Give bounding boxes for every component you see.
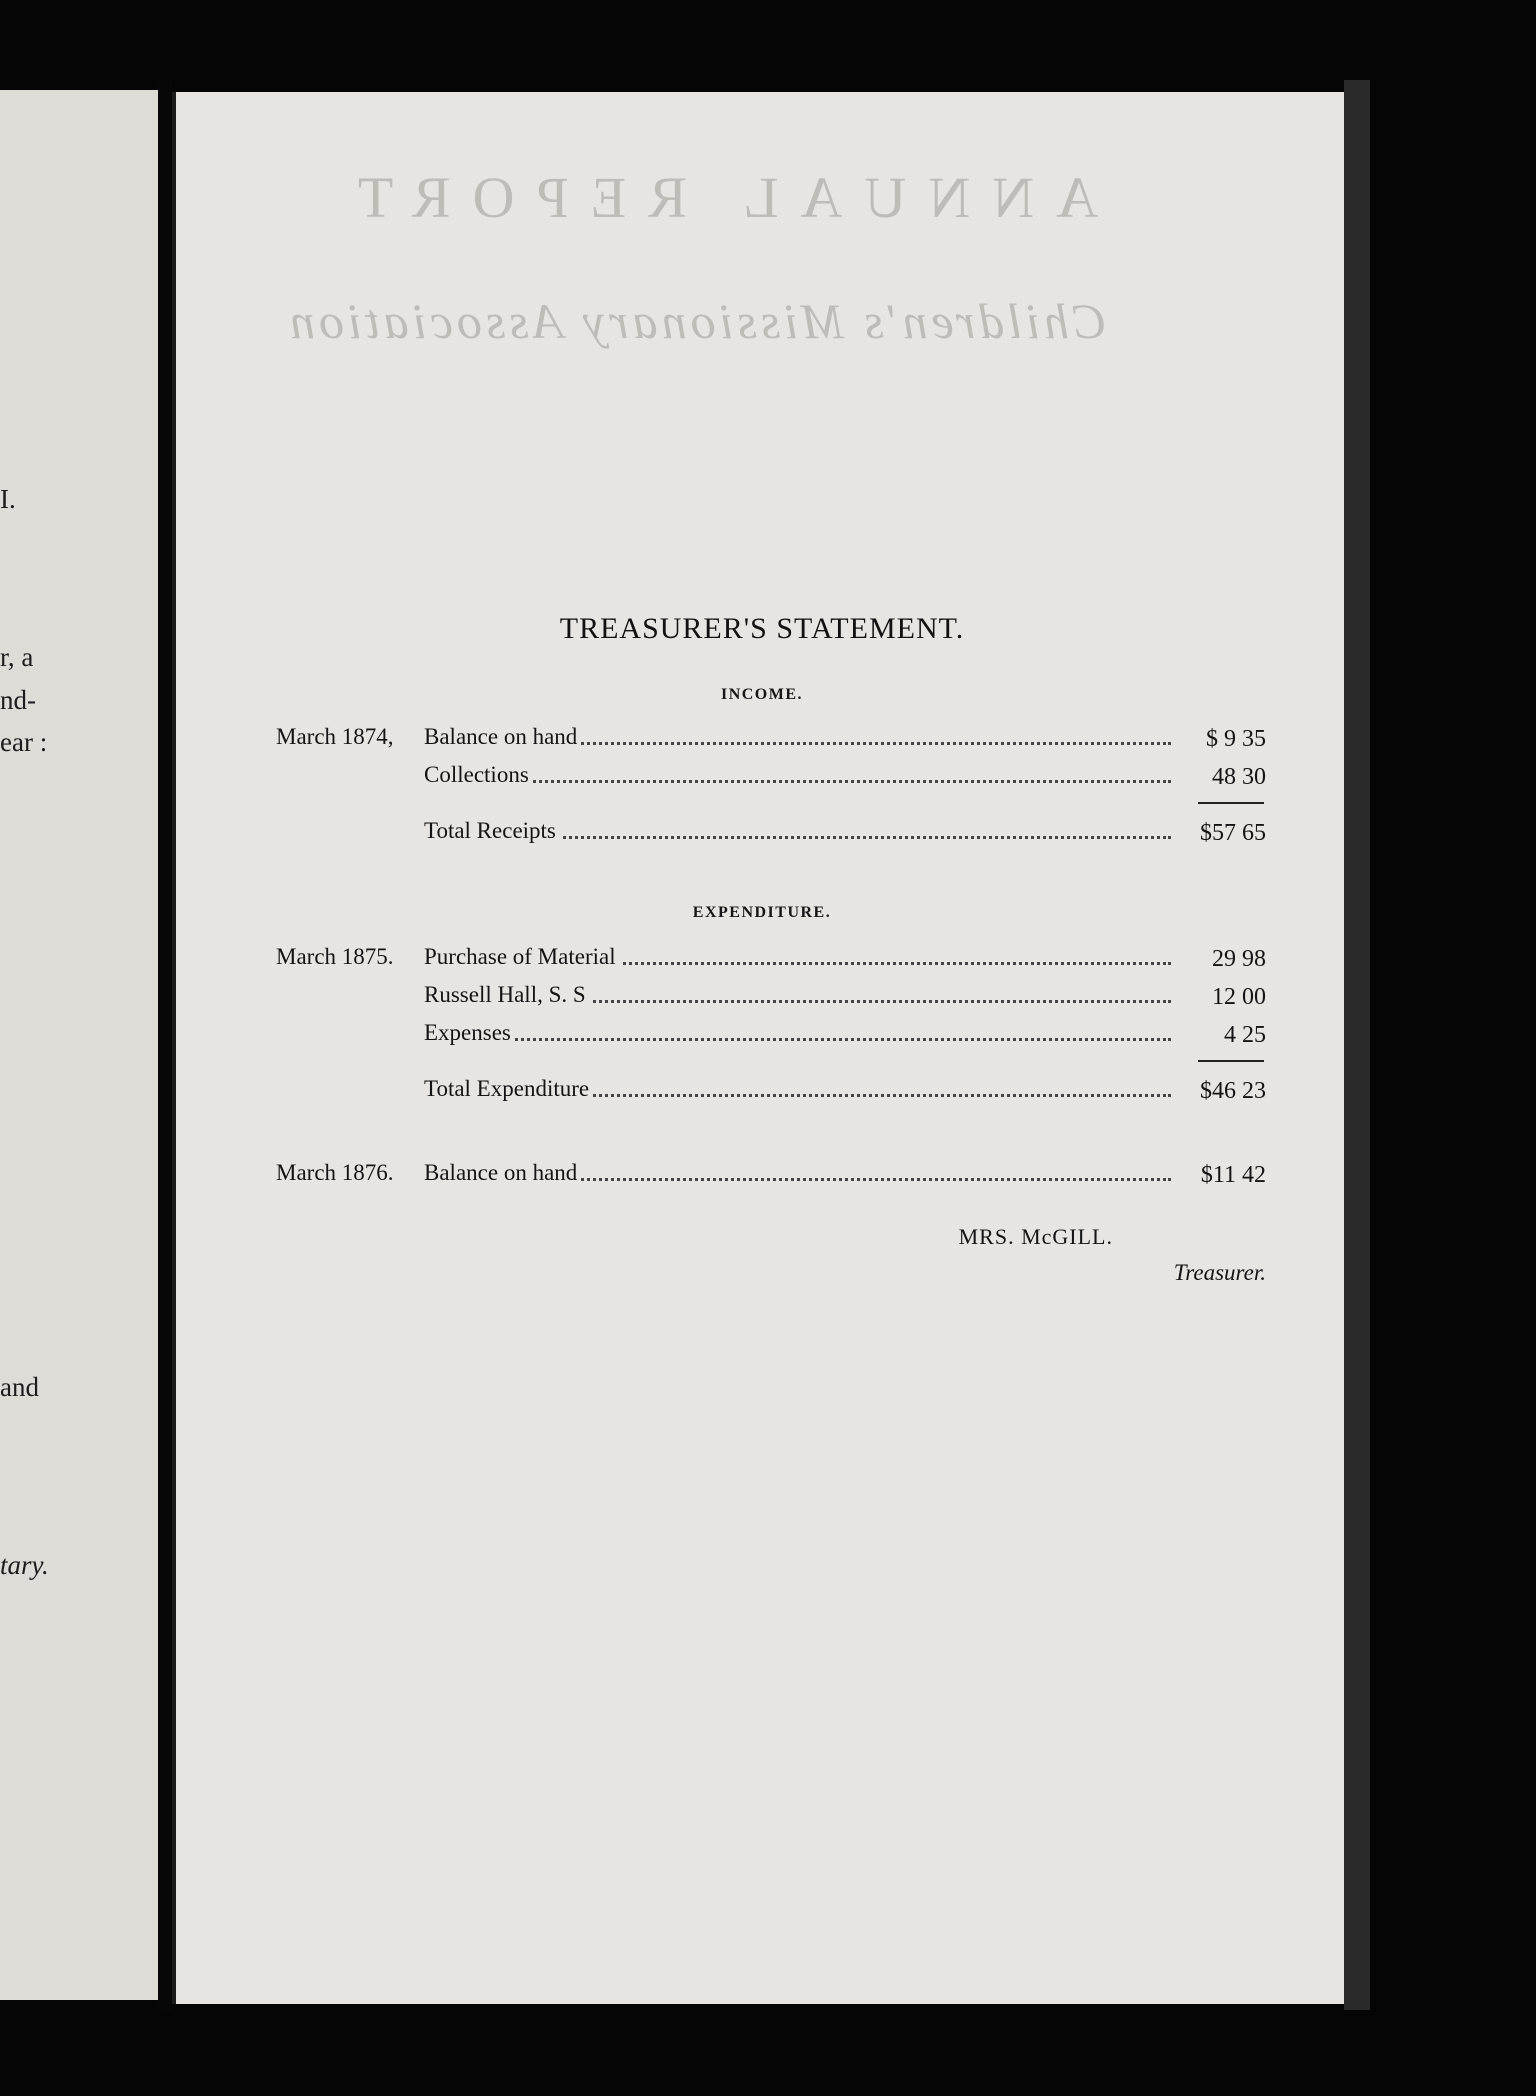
row-description: Expenses <box>424 1020 515 1046</box>
left-page-fragment: r, a <box>0 642 34 672</box>
row-date: March 1876. <box>276 1160 394 1185</box>
row-description: Purchase of Material <box>424 944 620 970</box>
left-page-fragment: and <box>0 1372 39 1402</box>
page-edge <box>1344 80 1370 2010</box>
left-page-fragment: I. <box>0 484 16 514</box>
row-description: Total Receipts <box>424 818 560 844</box>
ledger-row <box>276 724 1266 758</box>
page-gutter <box>158 80 172 2010</box>
income-heading: INCOME. <box>720 686 804 703</box>
row-description: Collections <box>424 762 533 788</box>
ledger-row <box>276 1020 1266 1054</box>
treasurer-title: Treasurer. <box>1173 1260 1266 1285</box>
row-description: Balance on hand <box>424 1160 581 1186</box>
row-description: Russell Hall, S. S <box>424 982 590 1008</box>
statement-title: TREASURER'S STATEMENT. <box>559 612 965 645</box>
sum-rule <box>1198 802 1264 804</box>
leader-dots <box>426 1038 1171 1041</box>
left-page-fragment: ear : <box>0 727 48 757</box>
total-expenditure-row <box>276 1076 1266 1110</box>
row-amount: 4 25 <box>1224 1022 1266 1048</box>
row-description: Balance on hand <box>424 724 581 750</box>
ledger-row <box>276 762 1266 796</box>
sum-rule <box>1198 1060 1264 1062</box>
left-page-fragment: nd- <box>0 685 36 715</box>
row-amount: $11 42 <box>1200 1162 1266 1188</box>
document-page <box>172 92 1348 2004</box>
row-description: Total Expenditure <box>424 1076 593 1102</box>
total-receipts-row <box>276 818 1266 852</box>
left-facing-page <box>0 90 162 2000</box>
treasurer-signature: MRS. McGILL. <box>958 1224 1113 1249</box>
row-date: March 1875. <box>276 944 394 969</box>
row-amount: 29 98 <box>1212 946 1266 972</box>
closing-balance-row <box>276 1160 1266 1194</box>
treasurer-statement <box>176 92 1348 2004</box>
row-amount: $46 23 <box>1200 1078 1266 1104</box>
row-date: March 1874, <box>276 724 394 749</box>
leader-dots <box>426 780 1171 783</box>
row-amount: 48 30 <box>1212 764 1266 790</box>
row-amount: 12 00 <box>1212 984 1266 1010</box>
bleed-through-heading: ANNUAL REPORT <box>336 165 1099 230</box>
ledger-row <box>276 982 1266 1016</box>
ledger-row <box>276 944 1266 978</box>
row-amount: $57 65 <box>1200 820 1266 846</box>
left-page-fragment: tary. <box>0 1550 49 1580</box>
expenditure-heading: EXPENDITURE. <box>692 904 832 921</box>
bleed-through-subheading: Children's Missionary Association <box>286 293 1107 349</box>
row-amount: $ 9 35 <box>1206 726 1266 752</box>
